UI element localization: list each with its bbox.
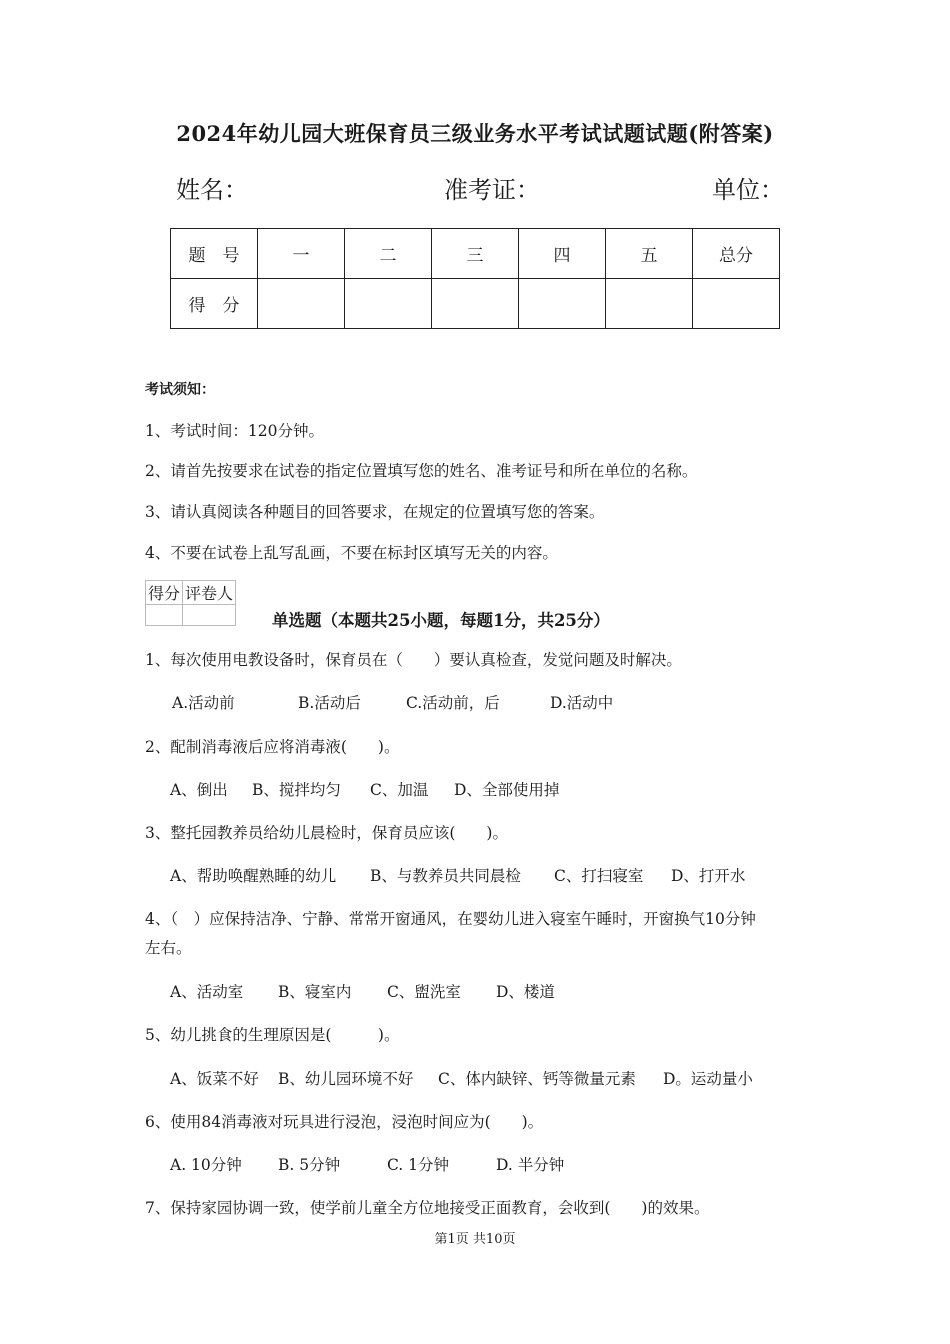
q6-option-d[interactable]: D. 半分钟 [496,1156,565,1174]
notice-item: 2、请首先按要求在试卷的指定位置填写您的姓名、准考证号和所在单位的名称。 [145,462,698,480]
notice-item: 3、请认真阅读各种题目的回答要求，在规定的位置填写您的答案。 [145,503,605,521]
score-table-header-row [171,229,780,279]
score-header-cell: 五 [606,229,693,279]
unit-label: 单位： [712,176,784,204]
q2-option-a[interactable]: A、倒出 [170,781,228,799]
q6-option-b[interactable]: B. 5分钟 [278,1156,341,1174]
score-cell[interactable] [519,279,606,329]
section-title: 单选题（本题共25小题，每题1分，共25分） [272,611,610,630]
q3-option-c[interactable]: C、打扫寝室 [554,867,644,885]
q5-option-c[interactable]: C、体内缺锌、钙等微量元素 [438,1070,636,1088]
score-cell[interactable] [693,279,780,329]
exam-id-label: 准考证： [444,176,540,204]
question-6: 6、使用84消毒液对玩具进行浸泡，浸泡时间应为( )。 [145,1113,544,1131]
q3-option-a[interactable]: A、帮助唤醒熟睡的幼儿 [170,867,337,885]
q4-option-a[interactable]: A、活动室 [170,983,244,1001]
score-header-cell: 题 号 [171,229,258,279]
q4-option-b[interactable]: B、寝室内 [278,983,352,1001]
q6-option-c[interactable]: C. 1分钟 [387,1156,450,1174]
q6-option-a[interactable]: A. 10分钟 [170,1156,242,1174]
score-cell[interactable] [258,279,345,329]
q3-option-b[interactable]: B、与教养员共同晨检 [370,867,521,885]
question-4: 4、（ ）应保持洁净、宁静、常常开窗通风，在婴幼儿进入寝室午睡时，开窗换气10分钟 [145,910,756,928]
q5-option-b[interactable]: B、幼儿园环境不好 [278,1070,414,1088]
score-header-cell: 三 [432,229,519,279]
notice-item: 4、不要在试卷上乱写乱画，不要在标封区填写无关的内容。 [145,544,558,562]
notice-title: 考试须知： [145,382,215,398]
grader-score-cell[interactable] [146,605,183,626]
grader-score-label: 得分 [146,581,183,605]
grader-box [145,580,236,626]
q1-option-d[interactable]: D.活动中 [550,694,614,712]
score-row-label: 得 分 [171,279,258,329]
q5-option-a[interactable]: A、饭菜不好 [170,1070,259,1088]
score-header-cell: 总分 [693,229,780,279]
question-1: 1、每次使用电教设备时，保育员在（ ）要认真检查，发觉问题及时解决。 [145,651,682,669]
q5-option-d[interactable]: D。运动量小 [663,1070,753,1088]
q4-option-d[interactable]: D、楼道 [496,983,555,1001]
question-7: 7、保持家园协调一致，使学前儿童全方位地接受正面教育，会收到( )的效果。 [145,1199,710,1217]
question-4-continued: 左右。 [145,939,192,957]
q1-option-a[interactable]: A.活动前 [172,694,235,712]
page-footer: 第1页 共10页 [434,1232,516,1247]
score-cell[interactable] [606,279,693,329]
q2-option-b[interactable]: B、搅拌均匀 [252,781,341,799]
q4-option-c[interactable]: C、盥洗室 [387,983,461,1001]
question-2: 2、配制消毒液后应将消毒液( )。 [145,738,400,756]
question-5: 5、幼儿挑食的生理原因是( )。 [145,1026,400,1044]
score-header-cell: 二 [345,229,432,279]
score-header-cell: 一 [258,229,345,279]
score-cell[interactable] [432,279,519,329]
score-cell[interactable] [345,279,432,329]
page-title: 2024年幼儿园大班保育员三级业务水平考试试题试题(附答案) [176,121,774,146]
q1-option-b[interactable]: B.活动后 [298,694,361,712]
score-table [170,228,780,329]
q2-option-c[interactable]: C、加温 [370,781,429,799]
notice-item: 1、考试时间：120分钟。 [145,422,324,440]
q3-option-d[interactable]: D、打开水 [671,867,746,885]
score-table-score-row [171,279,780,329]
q1-option-c[interactable]: C.活动前，后 [406,694,500,712]
grader-reviewer-cell[interactable] [183,605,236,626]
score-header-cell: 四 [519,229,606,279]
name-label: 姓名： [176,176,248,204]
question-3: 3、整托园教养员给幼儿晨检时，保育员应该( )。 [145,824,508,842]
grader-reviewer-label: 评卷人 [183,581,236,605]
q2-option-d[interactable]: D、全部使用掉 [454,781,560,799]
